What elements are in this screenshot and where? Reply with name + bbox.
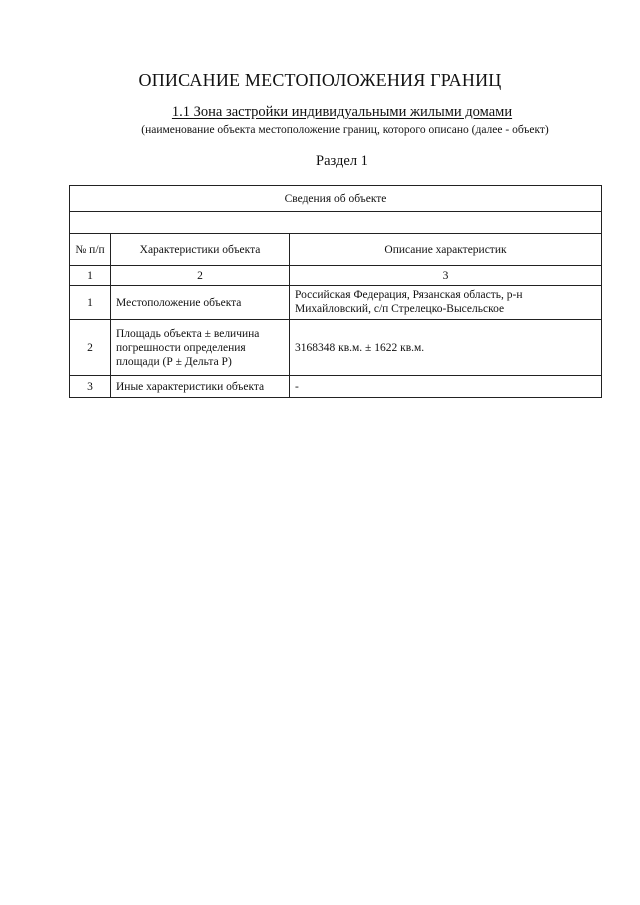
row-characteristic: Иные характеристики объекта: [111, 376, 290, 398]
document-title: ОПИСАНИЕ МЕСТОПОЛОЖЕНИЯ ГРАНИЦ: [138, 70, 502, 90]
table-row: [70, 286, 602, 320]
column-header-characteristic: Характеристики объекта: [111, 234, 290, 266]
column-number: 1: [70, 266, 111, 286]
table-header-row: [70, 186, 602, 212]
row-characteristic: Местоположение объекта: [111, 286, 290, 320]
row-characteristic: Площадь объекта ± величина погрешности определения площади (Р ± Дельта Р): [111, 320, 290, 376]
document-note: (наименование объекта местоположение границ, которого описано (далее - объект): [141, 124, 549, 136]
subtitle-text: 1.1 Зона застройки индивидуальными жилыми домами: [171, 104, 513, 120]
column-header-description: Описание характеристик: [290, 234, 602, 266]
row-num: 2: [70, 320, 111, 376]
column-header-num: № п/п: [70, 234, 111, 266]
table-row: [70, 376, 602, 398]
column-number: 3: [290, 266, 602, 286]
table-empty-cell: [70, 212, 602, 234]
column-number: 2: [111, 266, 290, 286]
section-title: Раздел 1: [316, 153, 368, 169]
row-num: 3: [70, 376, 111, 398]
table-row: [70, 320, 602, 376]
row-description: -: [290, 376, 602, 398]
row-description: 3168348 кв.м. ± 1622 кв.м.: [290, 320, 602, 376]
row-num: 1: [70, 286, 111, 320]
row-description: Российская Федерация, Рязанская область, р-н Михайловский, с/п Стрелецко-Высельское: [290, 286, 602, 320]
document-subtitle: [0, 104, 640, 121]
object-info-table: [69, 185, 602, 398]
table-empty-row: [70, 212, 602, 234]
table-columns-row: [70, 234, 602, 266]
table-header: Сведения об объекте: [70, 186, 602, 212]
table-column-numbers-row: [70, 266, 602, 286]
